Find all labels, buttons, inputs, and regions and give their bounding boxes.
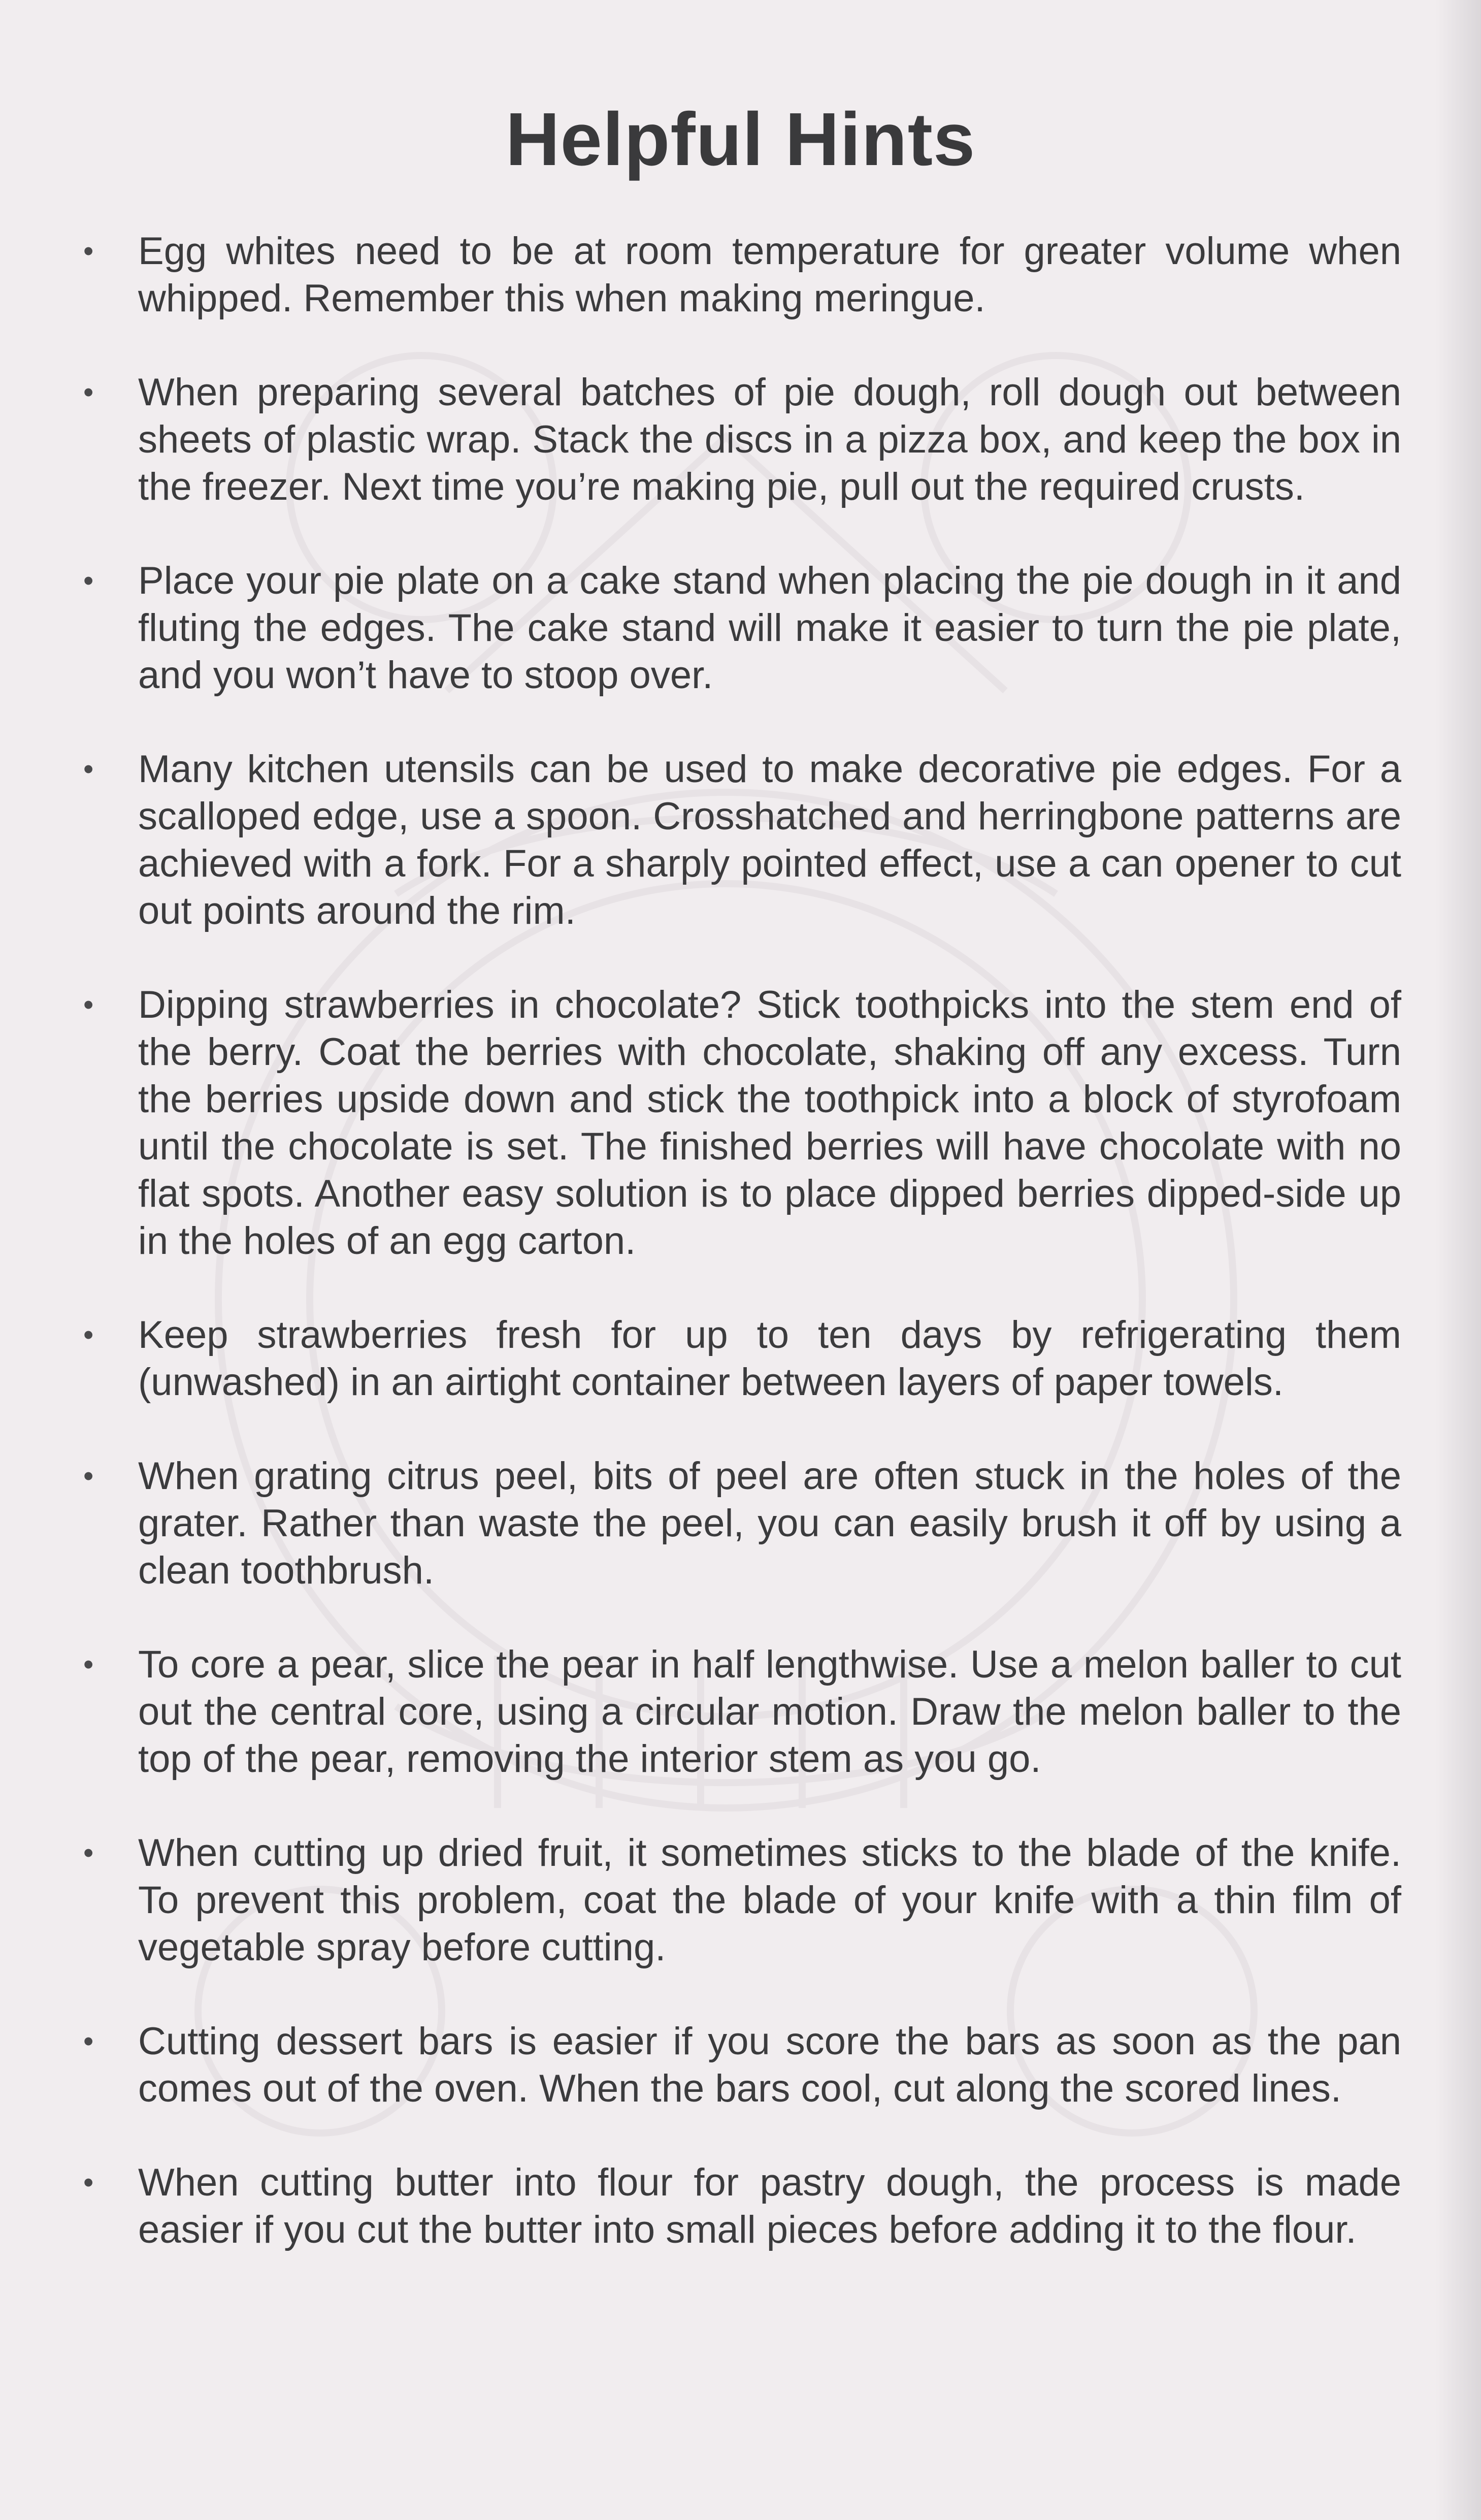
hint-text: Many kitchen utensils can be used to make decorative pie edges. For a scalloped edge, use a spoon. Crosshatched and herringbone patterns are achieved with a fork. For a sharply pointed effect, use a can opener to cut out points around the rim.	[138, 748, 1401, 932]
bullet-icon: •	[83, 1648, 94, 1681]
page-edge-shadow	[1435, 0, 1481, 2520]
hint-item	[81, 557, 1401, 699]
hints-list	[81, 228, 1401, 2300]
bullet-icon: •	[83, 235, 94, 268]
bullet-icon: •	[83, 376, 94, 409]
hint-text: Place your pie plate on a cake stand when placing the pie dough in it and fluting the edges. The cake stand will make it easier to turn the pie plate, and you won’t have to stoop over.	[138, 559, 1401, 697]
bullet-icon: •	[83, 1318, 94, 1351]
hint-item	[81, 228, 1401, 322]
hint-text: Cutting dessert bars is easier if you score the bars as soon as the pan comes out of the oven. When the bars cool, cut along the scored lines.	[138, 2020, 1401, 2110]
hint-text: Dipping strawberries in chocolate? Stick toothpicks into the stem end of the berry. Coat the berries with chocolate, shaking off any excess. Turn the berries upside down and stick the toothpick into a block of styrofoam until the chocolate is set. The finished berries will have chocolate with no flat spots. Another easy solution is to place dipped berries dipped-side up in the holes of an egg carton.	[138, 983, 1401, 1263]
hint-item	[81, 981, 1401, 1265]
hint-text: When cutting up dried fruit, it sometimes sticks to the blade of the knife. To prevent this problem, coat the blade of your knife with a thin film of vegetable spray before cutting.	[138, 1831, 1401, 1969]
bullet-icon: •	[83, 1460, 94, 1493]
hint-item	[81, 1829, 1401, 1971]
hint-text: To core a pear, slice the pear in half lengthwise. Use a melon baller to cut out the central core, using a circular motion. Draw the melon baller to the top of the pear, removing the interior stem as you go.	[138, 1643, 1401, 1781]
hint-item	[81, 1641, 1401, 1783]
hint-item	[81, 1452, 1401, 1594]
bullet-icon: •	[83, 753, 94, 786]
bullet-icon: •	[83, 988, 94, 1021]
hint-item	[81, 1311, 1401, 1406]
hint-item	[81, 2018, 1401, 2112]
hint-item	[81, 746, 1401, 934]
bullet-icon: •	[83, 2025, 94, 2058]
bullet-icon: •	[83, 564, 94, 597]
hint-text: When grating citrus peel, bits of peel are often stuck in the holes of the grater. Rather than waste the peel, you can easily brush it off by using a clean toothbrush.	[138, 1455, 1401, 1592]
hint-text: Keep strawberries fresh for up to ten days by refrigerating them (unwashed) in an airtight container between layers of paper towels.	[138, 1313, 1401, 1404]
hint-text: When cutting butter into flour for pastry dough, the process is made easier if you cut the butter into small pieces before adding it to the flour.	[138, 2161, 1401, 2251]
bullet-icon: •	[83, 1836, 94, 1869]
page-title: Helpful Hints	[505, 98, 976, 181]
hint-item	[81, 369, 1401, 510]
hint-item	[81, 2159, 1401, 2253]
hint-text: When preparing several batches of pie dough, roll dough out between sheets of plastic wrap. Stack the discs in a pizza box, and keep the box in the freezer. Next time you’re making pie, pull out the required crusts.	[138, 371, 1401, 508]
hint-text: Egg whites need to be at room temperature for greater volume when whipped. Remember this when making meringue.	[138, 230, 1401, 320]
bullet-icon: •	[83, 2166, 94, 2199]
